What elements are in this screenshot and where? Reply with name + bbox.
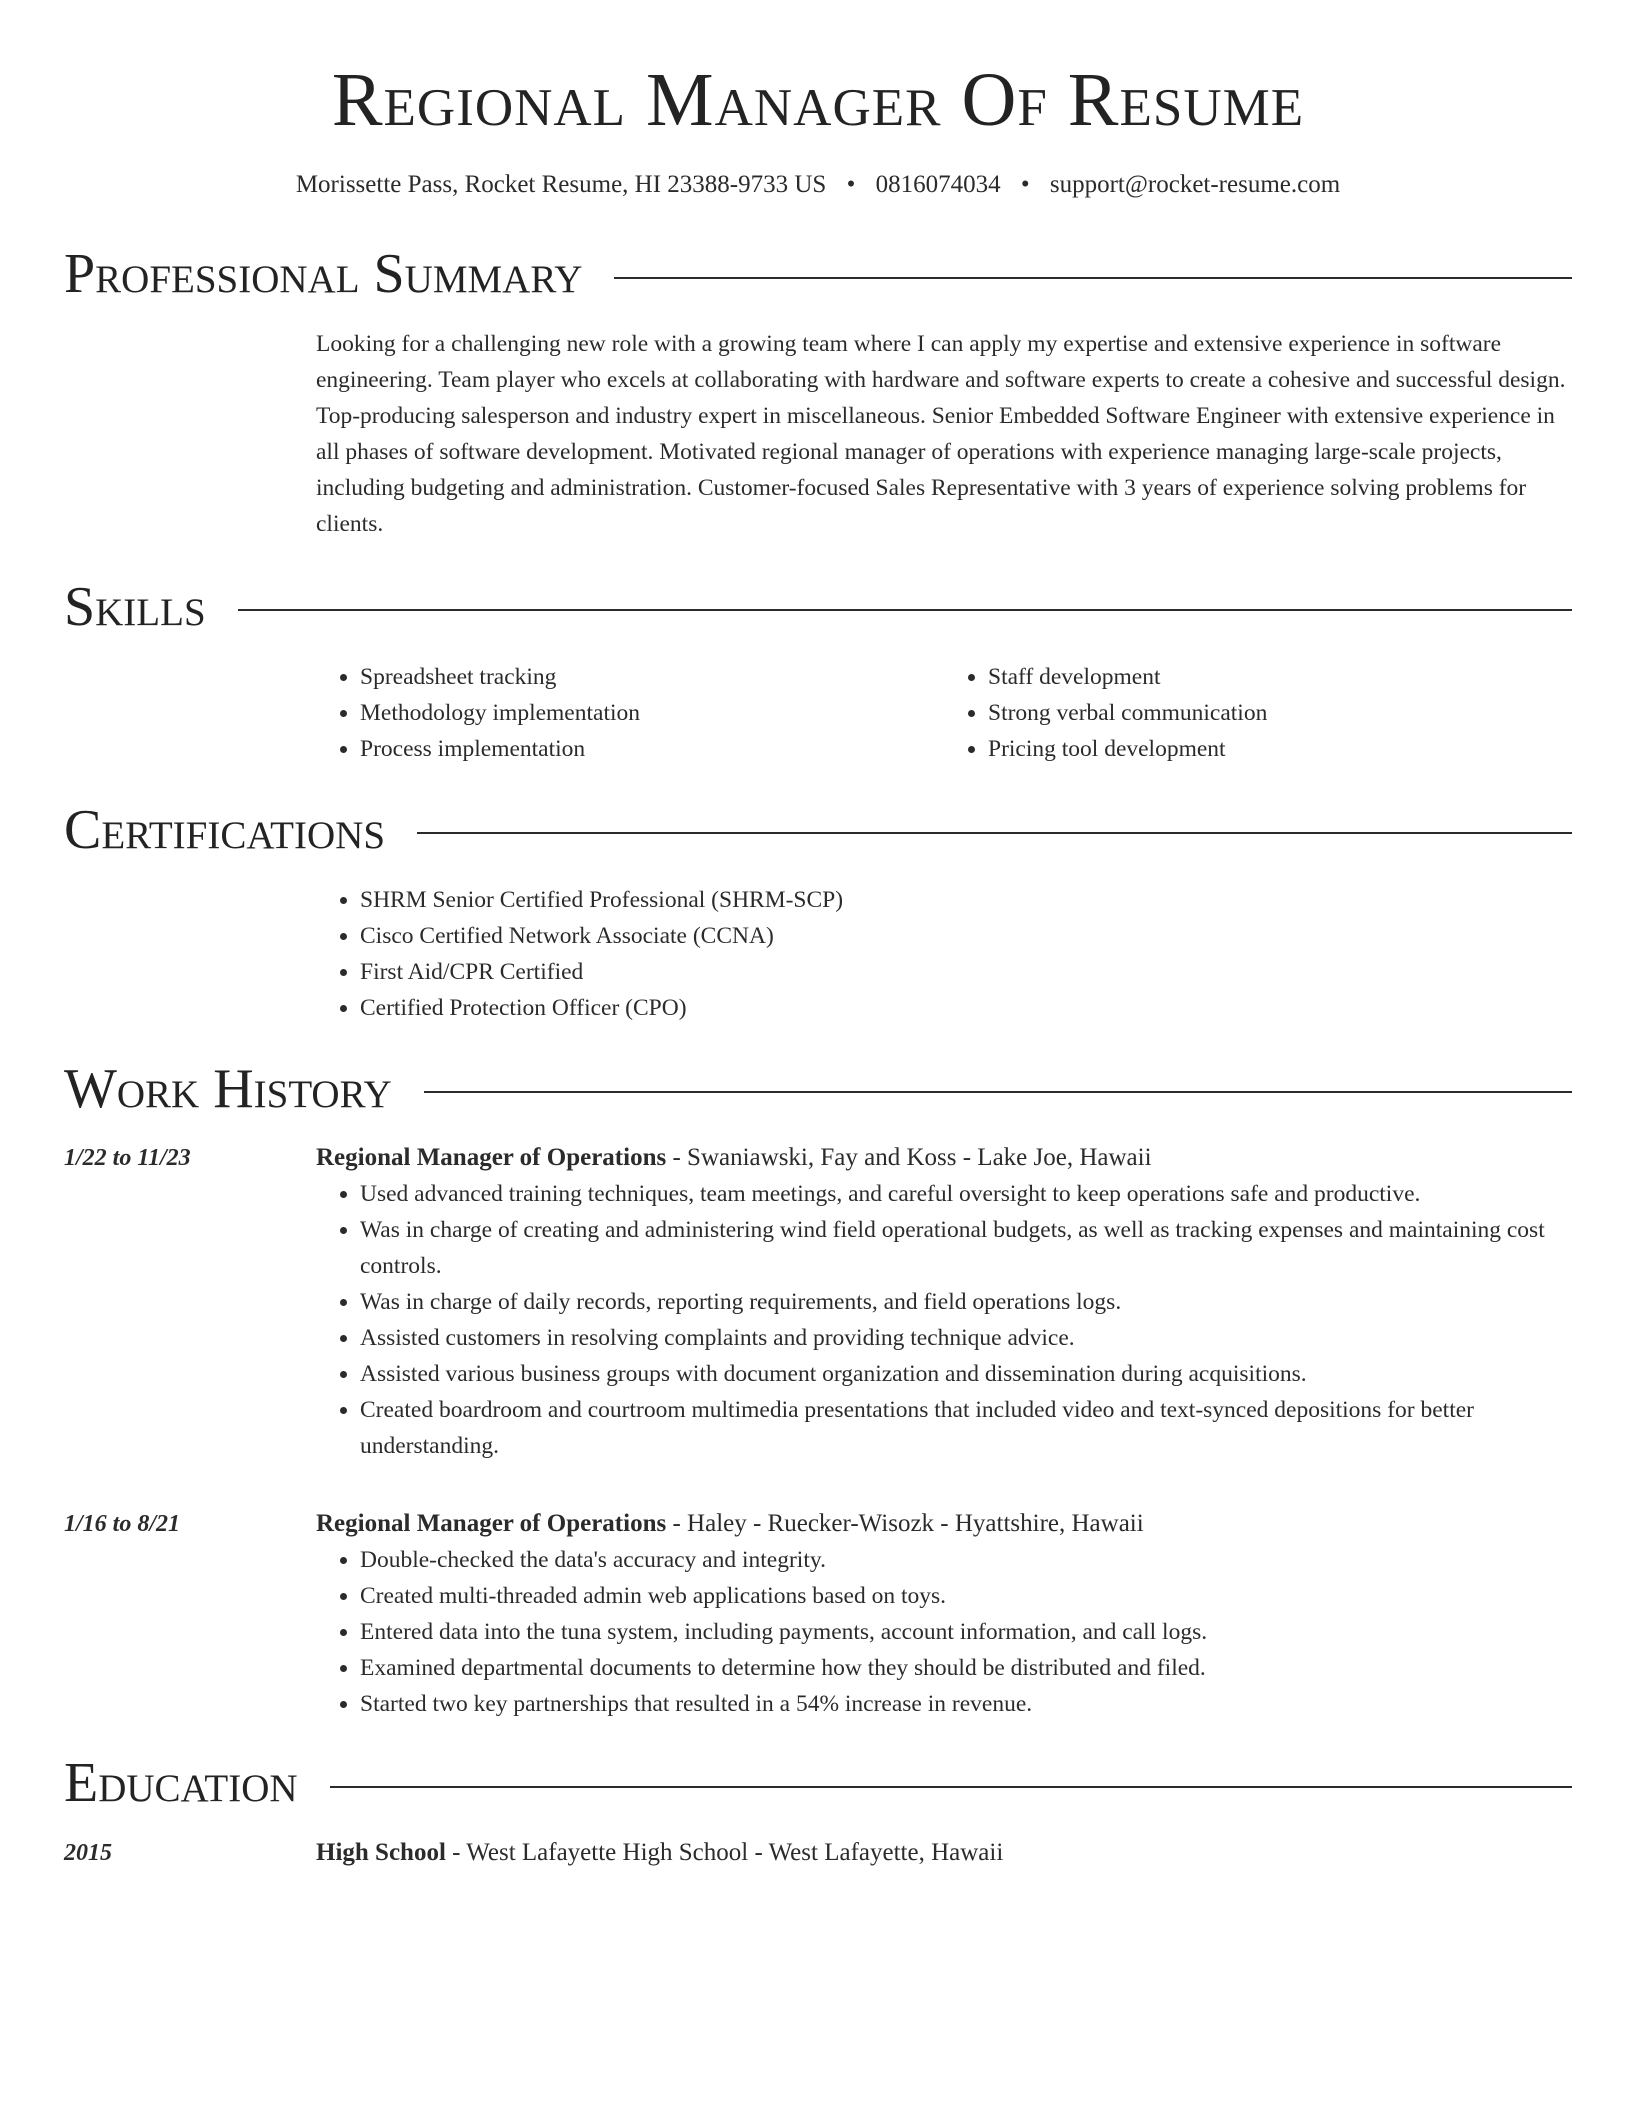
skills-column-left [316, 659, 944, 767]
work-bullets [316, 1176, 1572, 1464]
work-role: Regional Manager of Operations [316, 1510, 667, 1538]
section-divider [424, 1091, 1572, 1093]
summary-text: Looking for a challenging new role with a growing team where I can apply my expertise and extensive experience in software engineering. Team player who excels at collaborating with hardware and software experts to create a cohesive and successful design. Top-producing salesperson and industry expert in miscellaneous. Senior Embedded Software Engineer with extensive experience in all phases of software development. Motivated regional manager of operations with experience managing large-scale projects, including budgeting and administration. Customer-focused Sales Representative with 3 years of experience solving problems for clients. [316, 330, 1566, 537]
work-entry [64, 1140, 1572, 1464]
work-bullet: • Was in charge of daily records, reporting requirements, and field operations logs. [360, 1284, 1572, 1320]
education-line [316, 1835, 1572, 1871]
certifications-section-header [64, 798, 1572, 861]
education-degree: High School [316, 1839, 446, 1867]
skills-title: Skills [64, 575, 206, 638]
certifications-title: Certifications [64, 798, 386, 861]
work-bullet: • Assisted various business groups with document organization and dissemination during acquisitions. [360, 1356, 1572, 1392]
section-divider [614, 277, 1572, 279]
section-divider [238, 609, 1572, 611]
skill-item: • Spreadsheet tracking [360, 659, 944, 695]
skill-item: • Staff development [988, 659, 1572, 695]
work-bullet: • Created multi-threaded admin web applications based on toys. [360, 1578, 1572, 1614]
work-bullet: • Entered data into the tuna system, including payments, account information, and call logs. [360, 1614, 1572, 1650]
work-bullet: • Started two key partnerships that resulted in a 54% increase in revenue. [360, 1686, 1572, 1722]
skill-item: • Process implementation [360, 731, 944, 767]
skill-item: • Strong verbal communication [988, 695, 1572, 731]
contact-phone: 0816074034 [875, 171, 1001, 199]
work-title-line [316, 1506, 1572, 1542]
summary-section-header [64, 245, 1572, 304]
certification-item: • First Aid/CPR Certified [360, 954, 1572, 990]
certification-item: • Cisco Certified Network Associate (CCNA) [360, 918, 1572, 954]
skills-list [316, 659, 1572, 767]
work-bullet: • Was in charge of creating and administering wind field operational budgets, as well as tracking expenses and maintaining cost controls. [360, 1212, 1572, 1284]
resume-page [64, 0, 1572, 1871]
section-divider [330, 1786, 1572, 1788]
certification-item: • SHRM Senior Certified Professional (SHRM-SCP) [360, 882, 1572, 918]
contact-separator: • [846, 171, 856, 199]
skill-item: • Pricing tool development [988, 731, 1572, 767]
contact-address: Morissette Pass, Rocket Resume, HI 23388-9733 US [295, 171, 827, 199]
certification-item: • Certified Protection Officer (CPO) [360, 990, 1572, 1026]
education-school: - West Lafayette High School - West Lafayette, Hawaii [445, 1839, 1004, 1867]
work-bullet: • Assisted customers in resolving complaints and providing technique advice. [360, 1320, 1572, 1356]
certifications-list [316, 882, 1572, 1026]
education-title: Education [64, 1752, 298, 1815]
work-bullet: • Double-checked the data's accuracy and integrity. [360, 1542, 1572, 1578]
work-role: Regional Manager of Operations [316, 1144, 667, 1172]
work-bullet: • Created boardroom and courtroom multimedia presentations that included video and text-synced depositions for better understanding. [360, 1392, 1572, 1464]
contact-email: support@rocket-resume.com [1049, 171, 1341, 199]
work-bullet: • Examined departmental documents to determine how they should be distributed and filed. [360, 1650, 1572, 1686]
education-year: 2015 [64, 1840, 112, 1867]
work-entry [64, 1506, 1572, 1722]
work-title: Work History [64, 1057, 392, 1120]
work-company: - Haley - Ruecker-Wisozk - Hyattshire, Hawaii [666, 1510, 1144, 1538]
education-section-header [64, 1754, 1572, 1813]
work-dates: 1/16 to 8/21 [64, 1511, 181, 1538]
section-divider [417, 832, 1572, 834]
resume-name: Regional Manager Of Resume [331, 58, 1305, 142]
contact-separator: • [1020, 171, 1030, 199]
work-dates: 1/22 to 11/23 [64, 1145, 191, 1172]
work-bullets [316, 1542, 1572, 1722]
work-bullet: • Used advanced training techniques, team meetings, and careful oversight to keep operations safe and productive. [360, 1176, 1572, 1212]
skills-column-right [944, 659, 1572, 767]
skills-section-header [64, 575, 1572, 638]
work-company: - Swaniawski, Fay and Koss - Lake Joe, Hawaii [666, 1144, 1152, 1172]
work-section-header [64, 1057, 1572, 1120]
contact-line [64, 169, 1572, 201]
summary-title: Professional Summary [64, 243, 583, 306]
skill-item: • Methodology implementation [360, 695, 944, 731]
education-entry [64, 1835, 1572, 1871]
work-title-line [316, 1140, 1572, 1176]
